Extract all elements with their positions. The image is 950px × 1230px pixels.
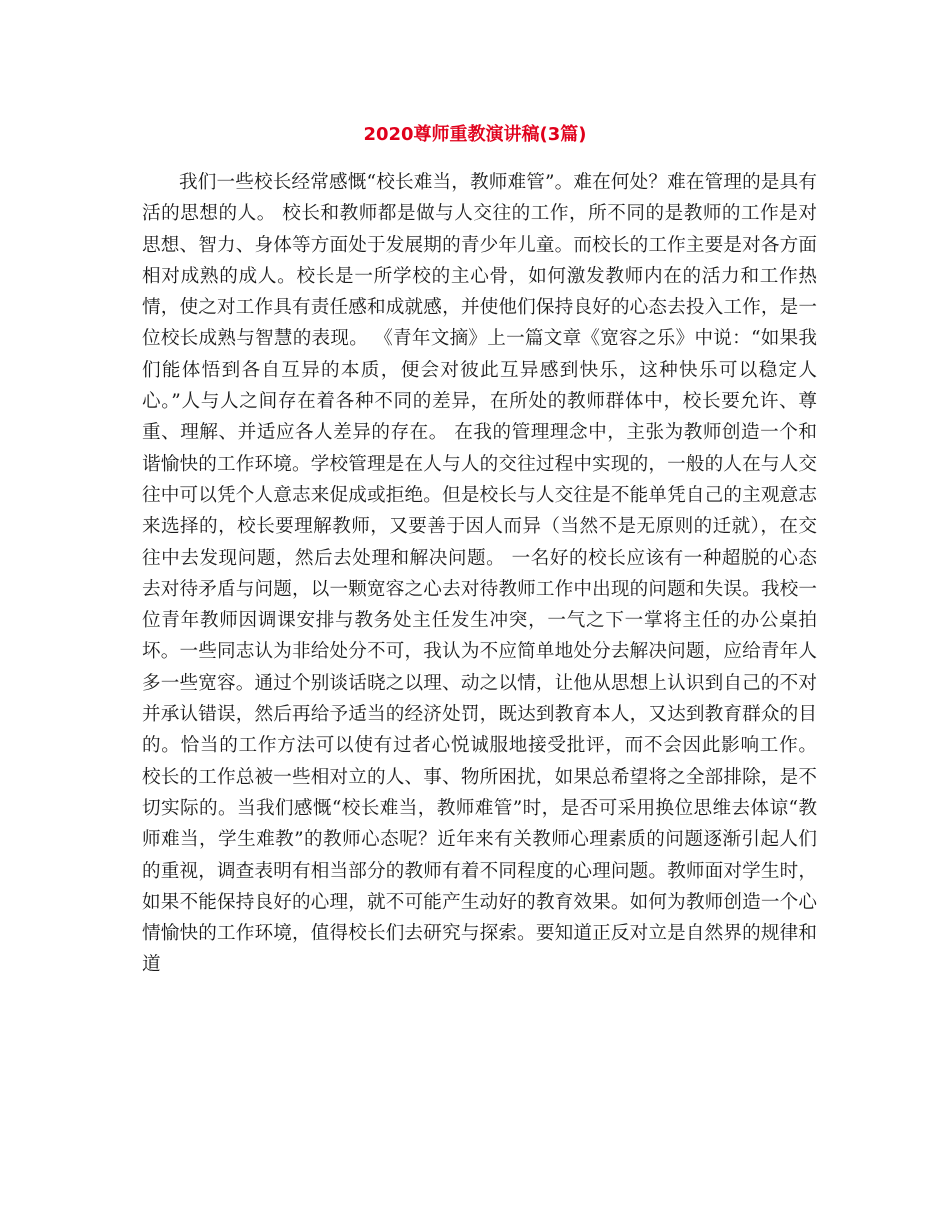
document-body-paragraph: 我们一些校长经常感慨“校长难当，教师难管”。难在何处？难在管理的是具有活的思想的人。 校长和教师都是做与人交往的工作，所不同的是教师的工作是对思想、智力、身体等方面处于发展期的青少年儿童。而校长的工作主要是对各方面相对成熟的成人。校长是一所学校的主心骨，如何激发教师内在的活力和工作热情，使之对工作具有责任感和成就感，并使他们保持良好的心态去投入工作，是一位校长成熟与智慧的表现。 《青年文摘》上一篇文章《宽容之乐》中说：“如果我们能体悟到各自互异的本质，便会对彼此互异感到快乐，这种快乐可以稳定人心。”人与人之间存在着各种不同的差异，在所处的教师群体中，校长要允许、尊重、理解、并适应各人差异的存在。 在我的管理理念中，主张为教师创造一个和谐愉快的工作环境。学校管理是在人与人的交往过程中实现的，一般的人在与人交往中可以凭个人意志来促成或拒绝。但是校长与人交往是不能单凭自己的主观意志来选择的，校长要理解教师，又要善于因人而异（当然不是无原则的迁就），在交往中去发现问题，然后去处理和解决问题。 一名好的校长应该有一种超脱的心态去对待矛盾与问题，以一颗宽容之心去对待教师工作中出现的问题和失误。我校一位青年教师因调课安排与教务处主任发生冲突，一气之下一掌将主任的办公桌拍坏。一些同志认为非给处分不可，我认为不应简单地处分去解决问题，应给青年人多一些宽容。通过个别谈话晓之以理、动之以情，让他从思想上认识到自己的不对并承认错误，然后再给予适当的经济处罚，既达到教育本人，又达到教育群众的目的。恰当的工作方法可以使有过者心悦诚服地接受批评，而不会因此影响工作。 校长的工作总被一些相对立的人、事、物所困扰，如果总希望将之全部排除，是不切实际的。当我们感慨“校长难当，教师难管”时，是否可采用换位思维去体谅“教师难当，学生难教”的教师心态呢？近年来有关教师心理素质的问题逐渐引起人们的重视，调查表明有相当部分的教师有着不同程度的心理问题。教师面对学生时，如果不能保持良好的心理，就不可能产生动好的教育效果。如何为教师创造一个心情愉快的工作环境，值得校长们去研究与探索。要知道正反对立是自然界的规律和道 xyxy=(142,172,817,976)
document-title: 2020尊师重教演讲稿(3篇) xyxy=(363,124,587,145)
